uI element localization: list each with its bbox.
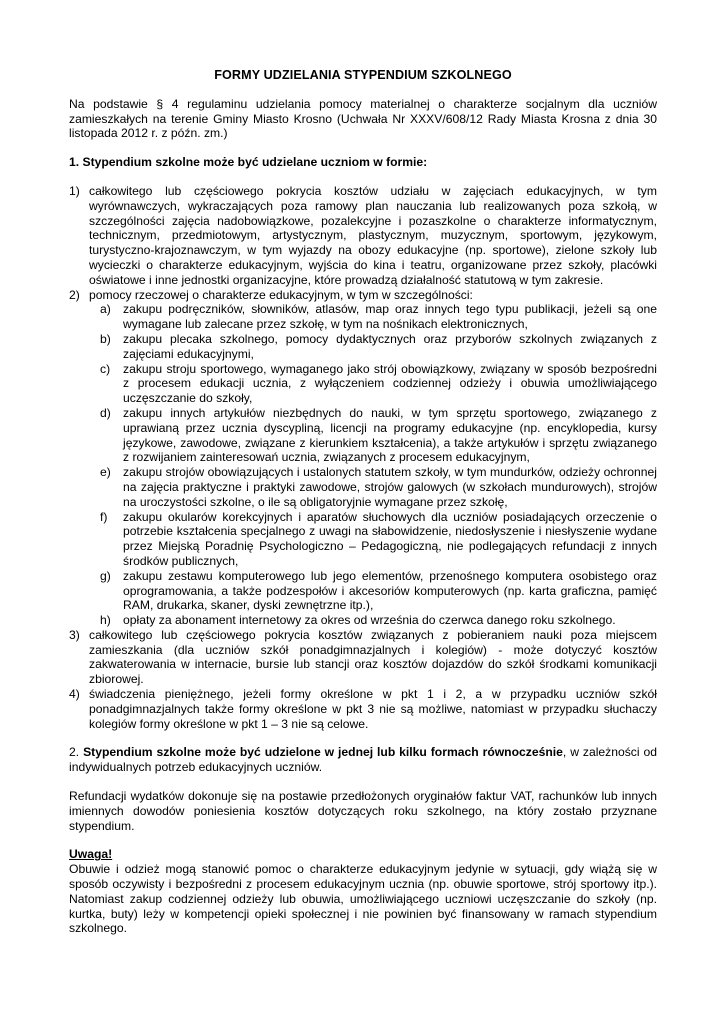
list-item-text: całkowitego lub częściowego pokrycia kosztów związanych z pobieraniem nauki poza miejscem zamieszkania (dla uczniów szkół ponadgimnazjalnych i kolegiów) - może dotyczyć kosztów zakwaterowania w internacie, bursie lub stancji oraz kosztów dojazdów do szkół środkami komunikacji zbiorowej. bbox=[89, 627, 657, 687]
sublist-item-text: zakupu plecaka szkolnego, pomocy dydaktycznych oraz przyborów szkolnych związanych z zajęciami edukacyjnymi, bbox=[123, 331, 657, 361]
sublist-item-text: zakupu zestawu komputerowego lub jego elementów, przenośnego komputera osobistego oraz oprogramowania, a także podzespołów i akcesoriów komputerowych (np. karta graficzna, pamięć RAM, drukarka, skaner, dyski zewnętrzne itp.), bbox=[123, 568, 657, 613]
refund-paragraph: Refundacji wydatków dokonuje się na postawie przedłożonych oryginałów faktur VAT, rachunków lub innych imiennych dowodów poniesienia kosztów dotyczących roku szkolnego, na który zostało przyznane stypendium. bbox=[69, 789, 657, 833]
material-aid-sublist bbox=[89, 302, 657, 628]
intro-paragraph: Na podstawie § 4 regulaminu udzielania pomocy materialnej o charakterze socjalnym dla uczniów zamieszkałych na terenie Gminy Miasto Krosno (Uchwała Nr XXXV/608/12 Rady Miasta Krosna z dnia 30 listopada 2012 r. z późn. zm.) bbox=[69, 96, 657, 141]
sublist-item-letter: h) bbox=[100, 613, 111, 628]
note-paragraph: Obuwie i odzież mogą stanowić pomoc o charakterze edukacyjnym jedynie w sytuacji, gdy wiążą się w sposób oczywisty i bezpośredni z procesem edukacyjnym ucznia (np. obuwie sportowe, strój sportowy itp.). Natomiast zakup codziennej odzieży lub obuwia, umożliwiającego uczniowi uczęszczanie do szkoły (np. kurtka, buty) leży w kompetencji opieki społecznej i nie powinien być finansowany w ramach stypendium szkolnego. bbox=[69, 862, 657, 936]
sublist-item-letter: c) bbox=[100, 361, 111, 376]
section-1-heading: 1. Stypendium szkolne może być udzielane uczniom w formie: bbox=[69, 155, 428, 170]
list-item-number: 4) bbox=[69, 687, 80, 702]
document-body bbox=[69, 68, 657, 936]
document-title: FORMY UDZIELANIA STYPENDIUM SZKOLNEGO bbox=[214, 68, 512, 82]
list-item-number: 2) bbox=[69, 287, 80, 302]
list-item bbox=[69, 184, 657, 288]
list-item-text: całkowitego lub częściowego pokrycia kosztów udziału w zajęciach edukacyjnych, w tym wyrównawczych, wykraczających poza ramowy plan nauczania lub realizowanych poza szkołą, w szczególności zajęcia nadobowiązkowe, pozalekcyjne i pozaszkolne o charakterze informatycznym, technicznym, przedmiotowym, artystycznym, plastycznym, muzycznym, sportowym, językowym, turystyczno-krajoznawczym, w tym wyjazdy na obozy edukacyjne (np. sportowe), zielone szkoły lub wycieczki o charakterze edukacyjnym, wyjścia do kina i teatru, organizowane przez szkoły, placówki oświatowe i inne jednostki organizacyjne, które prowadzą działalność statutową w tym zakresie. bbox=[89, 183, 657, 287]
sublist-item-text: zakupu strojów obowiązujących i ustalonych statutem szkoły, w tym mundurków, odzieży ochronnej na zajęcia praktyczne i praktyki zawodowe, strojów galowych (w szkołach mundurowych), strojów na uroczystości szkolne, o ile są obligatoryjnie wymagane przez szkołę, bbox=[123, 465, 657, 509]
sublist-item bbox=[89, 302, 657, 332]
list-item-number: 3) bbox=[69, 627, 80, 642]
sublist-item bbox=[89, 406, 657, 465]
note-heading: Uwaga! bbox=[69, 847, 113, 862]
list-item-text: świadczenia pieniężnego, jeżeli formy określone w pkt 1 i 2, a w przypadku uczniów szkół ponadgimnazjalnych także formy określone w pkt 3 nie są możliwe, natomiast w przypadku słuchaczy kolegiów formy określone w pkt 1 – 3 nie są celowe. bbox=[89, 687, 657, 731]
sublist-item-text: zakupu innych artykułów niezbędnych do nauki, w tym sprzętu sportowego, związanego z uprawianą przez ucznia dyscypliną, licencji na programy edukacyjne (np. encyklopedia, kursy językowe, zawodowe, związane z kierunkiem kształcenia), a także artykułów i sprzętu związanego z rozwijaniem zainteresowań ucznia, związanych z procesem edukacyjnym, bbox=[123, 405, 657, 465]
sublist-item bbox=[89, 569, 657, 613]
sublist-item-letter: e) bbox=[100, 465, 111, 480]
list-item-number: 1) bbox=[69, 183, 80, 198]
sublist-item-text: opłaty za abonament internetowy za okres od września do czerwca danego roku szkolnego. bbox=[123, 613, 616, 628]
sublist-item bbox=[89, 465, 657, 509]
list-item bbox=[69, 687, 657, 731]
sublist-item-text: zakupu stroju sportowego, wymaganego jako strój obowiązkowy, związany w sposób bezpośredni z procesem edukacji ucznia, z wyłączeniem codziennej odzieży i obuwia umożliwiającego uczęszczanie do szkoły, bbox=[123, 361, 657, 406]
list-item bbox=[69, 288, 657, 628]
sublist-item-letter: g) bbox=[100, 568, 111, 583]
sublist-item-letter: b) bbox=[100, 331, 111, 346]
section-2-prefix: 2. bbox=[69, 745, 84, 760]
sublist-item-text: zakupu podręczników, słowników, atlasów, map oraz innych tego typu publikacji, jeżeli są one wymagane lub zalecane przez szkołę, w tym na nośnikach elektronicznych, bbox=[123, 302, 657, 332]
sublist-item bbox=[89, 613, 657, 628]
sublist-item-letter: f) bbox=[100, 509, 108, 524]
section-2-rest: , w zależności od indywidualnych potrzeb edukacyjnych uczniów. bbox=[69, 745, 658, 775]
sublist-item bbox=[89, 510, 657, 569]
section-2-paragraph bbox=[69, 745, 657, 775]
sublist-item-letter: a) bbox=[100, 302, 111, 317]
sublist-item bbox=[89, 362, 657, 406]
section-2-bold-text: Stypendium szkolne może być udzielone w jednej lub kilku formach równocześnie bbox=[83, 745, 563, 760]
list-item-text: pomocy rzeczowej o charakterze edukacyjnym, w tym w szczególności: bbox=[89, 287, 473, 302]
sublist-item-letter: d) bbox=[100, 405, 111, 420]
list-item bbox=[69, 628, 657, 687]
sublist-item bbox=[89, 332, 657, 362]
sublist-item-text: zakupu okularów korekcyjnych i aparatów słuchowych dla uczniów posiadających orzeczenie o potrzebie kształcenia specjalnego z uwagi na słabowidzenie, niedosłyszenie i niesłyszenie wydane przez Miejską Poradnię Psychologiczno – Pedagogiczną, nie podlegających refundacji z innych środków publicznych, bbox=[123, 509, 657, 568]
forms-list bbox=[69, 184, 657, 731]
